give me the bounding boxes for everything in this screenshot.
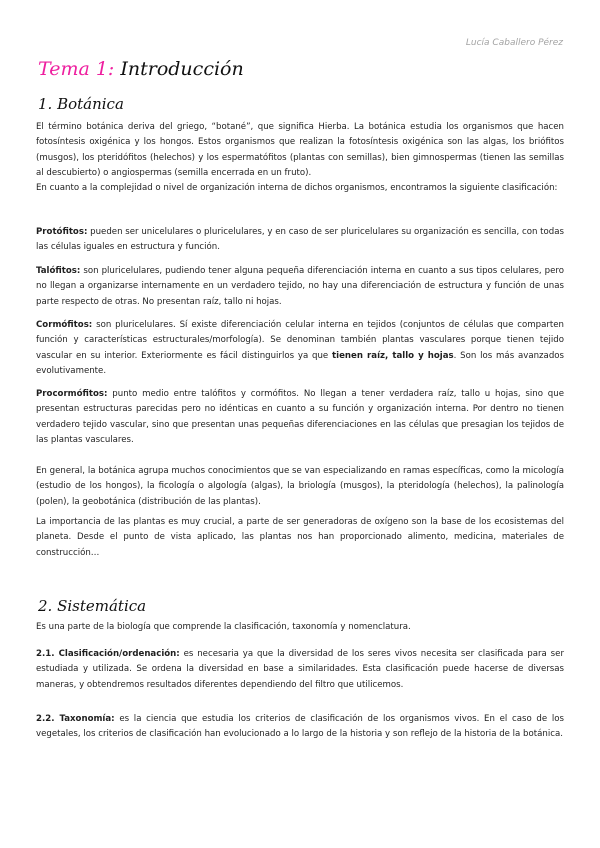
term-procormofitos: Procormófitos: xyxy=(36,389,108,399)
title-prefix: Tema 1: xyxy=(38,58,115,80)
paragraph-taxonomia: 2.2. Taxonomía: es la ciencia que estudia los criterios de clasificación de los organismos vivos. En el caso de los vegetales, los criterios de clasificación han evolucionado a lo largo de la historia y son reflejo de la historia de la botánica. xyxy=(36,714,565,740)
author-name: Lucía Caballero Pérez xyxy=(465,38,563,48)
paragraph-talofitos: Talófitos: son pluricelulares, pudiendo tener alguna pequeña diferenciación interna en cuanto a sus tipos celulares, pero no llegan a organizarse internamente en un verdadero tejido, no hay una diferenciación de estructura y función de unas parte respecto de otras. No presentan raíz, tallo ni hojas. xyxy=(36,266,564,307)
term-clasificacion: 2.1. Clasificación/ordenación: xyxy=(36,649,180,659)
term-protofitos: Protófitos: xyxy=(36,227,88,237)
paragraph-importancia-plantas: La importancia de las plantas es muy crucial, a parte de ser generadoras de oxígeno son la base de los ecosistemas del planeta. Desde el punto de vista aplicado, las plantas nos han proporcionado alimento, medicina, materiales de construcción… xyxy=(36,517,564,558)
paragraph-ramas-botanica: En general, la botánica agrupa muchos conocimientos que se van especializando en ramas específicas, como la micología (estudio de los hongos), la ficología o algología (algas), la briología (musgos), la pteridología (helechos), la palinología (polen), la geobotánica (distribución de las plantas). xyxy=(36,466,564,507)
page-title xyxy=(38,58,244,80)
paragraph-protofitos: Protófitos: pueden ser unicelulares o pluricelulares, y en caso de ser pluricelulares su organización es sencilla, con todas las células iguales en estructura y función. xyxy=(36,227,564,253)
title-main: Introducción xyxy=(120,58,244,80)
section-heading-botanica: 1. Botánica xyxy=(38,95,124,113)
paragraph-botanica-intro: El término botánica deriva del griego, “botané”, que significa Hierba. La botánica estudia los organismos que hacen fotosíntesis oxigénica y los hongos. Estos organismos que realizan la fotosíntesis oxigénica son las algas, los briófitos (musgos), los pteridófitos (helechos) y los espermatófitos (plantas con semillas), bien gimnospermas (tienen las semillas al descubierto) o angiospermas (semilla encerrada en un fruto). xyxy=(36,122,564,178)
paragraph-procormofitos: Procormófitos: punto medio entre talófitos y cormófitos. No llegan a tener verdadera raíz, tallo u hojas, sino que presentan estructuras parecidas pero no idénticas en cuanto a su función y organización interna. Por dentro no tienen verdadero tejido vascular, sino que presentan unas pequeñas diferenciaciones en las células que presagian los tejidos de las plantas vasculares. xyxy=(36,389,564,445)
term-cormofitos: Cormófitos: xyxy=(36,320,93,330)
term-talofitos: Talófitos: xyxy=(36,266,81,276)
paragraph-cormofitos: Cormófitos: son pluricelulares. Sí existe diferenciación celular interna en tejidos (conjuntos de células que comparten función y características estructurales/morfología). Se denominan también plantas vasculares porque tienen tejido vascular en su interior. Exteriormente es fácil distinguirlos ya que tienen raíz, tallo y hojas. Son los más avanzados evolutivamente. xyxy=(36,320,565,376)
paragraph-clasificacion-intro: En cuanto a la complejidad o nivel de organización interna de dichos organismos, encontramos la siguiente clasificación: xyxy=(36,183,558,193)
term-taxonomia: 2.2. Taxonomía: xyxy=(36,714,115,724)
section-heading-sistematica: 2. Sistemática xyxy=(38,597,147,615)
paragraph-sistematica-intro: Es una parte de la biología que comprende la clasificación, taxonomía y nomenclatura. xyxy=(36,622,411,632)
paragraph-clasificacion: 2.1. Clasificación/ordenación: es necesaria ya que la diversidad de los seres vivos necesita ser clasificada para ser estudiada y utilizada. Se ordena la diversidad en base a similaridades. Esta clasificación puede hacerse de diversas maneras, y obtendremos resultados diferentes dependiendo del filtro que utilicemos. xyxy=(36,649,564,690)
bold-raiz-tallo-hojas: tienen raíz, tallo y hojas xyxy=(332,350,454,361)
